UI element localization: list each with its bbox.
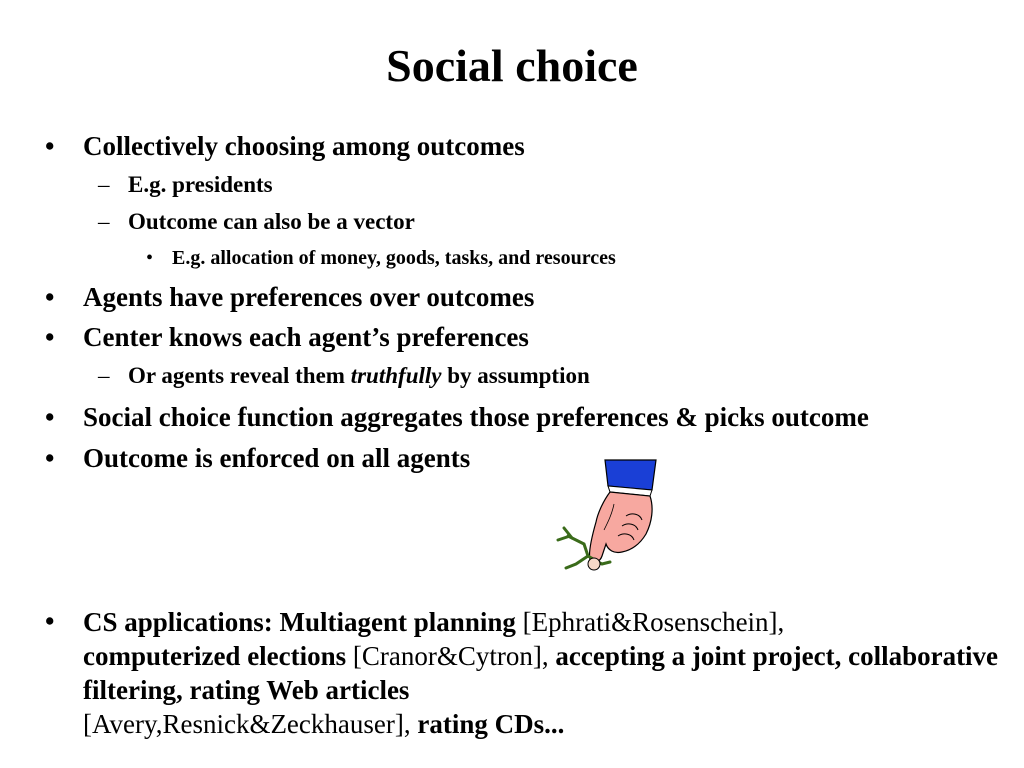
application-computerized-elections: computerized elections	[83, 641, 347, 671]
bullet-marker: •	[45, 131, 55, 161]
dash-marker: –	[98, 172, 110, 197]
bullet-collectively-choosing: Collectively choosing among outcomes	[83, 131, 525, 161]
sub-bullet-presidents: E.g. presidents	[128, 172, 273, 197]
sub-bullet-reveal-truthfully: Or agents reveal them truthfully by assumption	[128, 363, 590, 388]
sub-sub-bullet-allocation: E.g. allocation of money, goods, tasks, and resources	[172, 247, 616, 269]
slide-title: Social choice	[386, 40, 638, 91]
citation-avery: [Avery,Resnick&Zeckhauser]	[83, 709, 404, 739]
applications-label: CS applications:	[83, 607, 273, 637]
application-joint-project-filtering-rating: accepting a joint project, collaborative filtering, rating Web articles	[83, 641, 999, 705]
dash-marker: –	[98, 363, 110, 388]
bullet-marker: •	[45, 443, 55, 473]
application-rating-cds: rating CDs...	[417, 709, 565, 739]
bullet-marker: •	[45, 282, 55, 312]
bullet-marker: •	[45, 322, 55, 352]
bullet-agents-preferences: Agents have preferences over outcomes	[83, 282, 535, 312]
bullet-marker: •	[45, 606, 55, 636]
hand-pressing-person-icon	[548, 456, 668, 576]
bullet-social-choice-function: Social choice function aggregates those preferences & picks outcome	[83, 402, 869, 432]
bullet-center-knows: Center knows each agent’s preferences	[83, 322, 529, 352]
bullet-marker: •	[45, 402, 55, 432]
sub-bullet-vector: Outcome can also be a vector	[128, 209, 415, 234]
dash-marker: –	[98, 209, 110, 234]
citation-cranor: [Cranor&Cytron]	[352, 641, 542, 671]
cs-applications-paragraph: CS applications: Multiagent planning [Ephrati&Rosenschein], computerized elections [Cranor&Cytron], accepting a joint project, collaborative filtering, rating Web articles [Avery,Resnick&Zeckhauser], rating CDs...	[83, 607, 999, 739]
citation-ephrati: [Ephrati&Rosenschein]	[522, 607, 778, 637]
application-multiagent-planning: Multiagent planning	[279, 607, 516, 637]
small-bullet-marker: •	[146, 247, 154, 269]
bullet-outcome-enforced: Outcome is enforced on all agents	[83, 443, 471, 473]
emphasis-truthfully: truthfully	[350, 363, 442, 388]
